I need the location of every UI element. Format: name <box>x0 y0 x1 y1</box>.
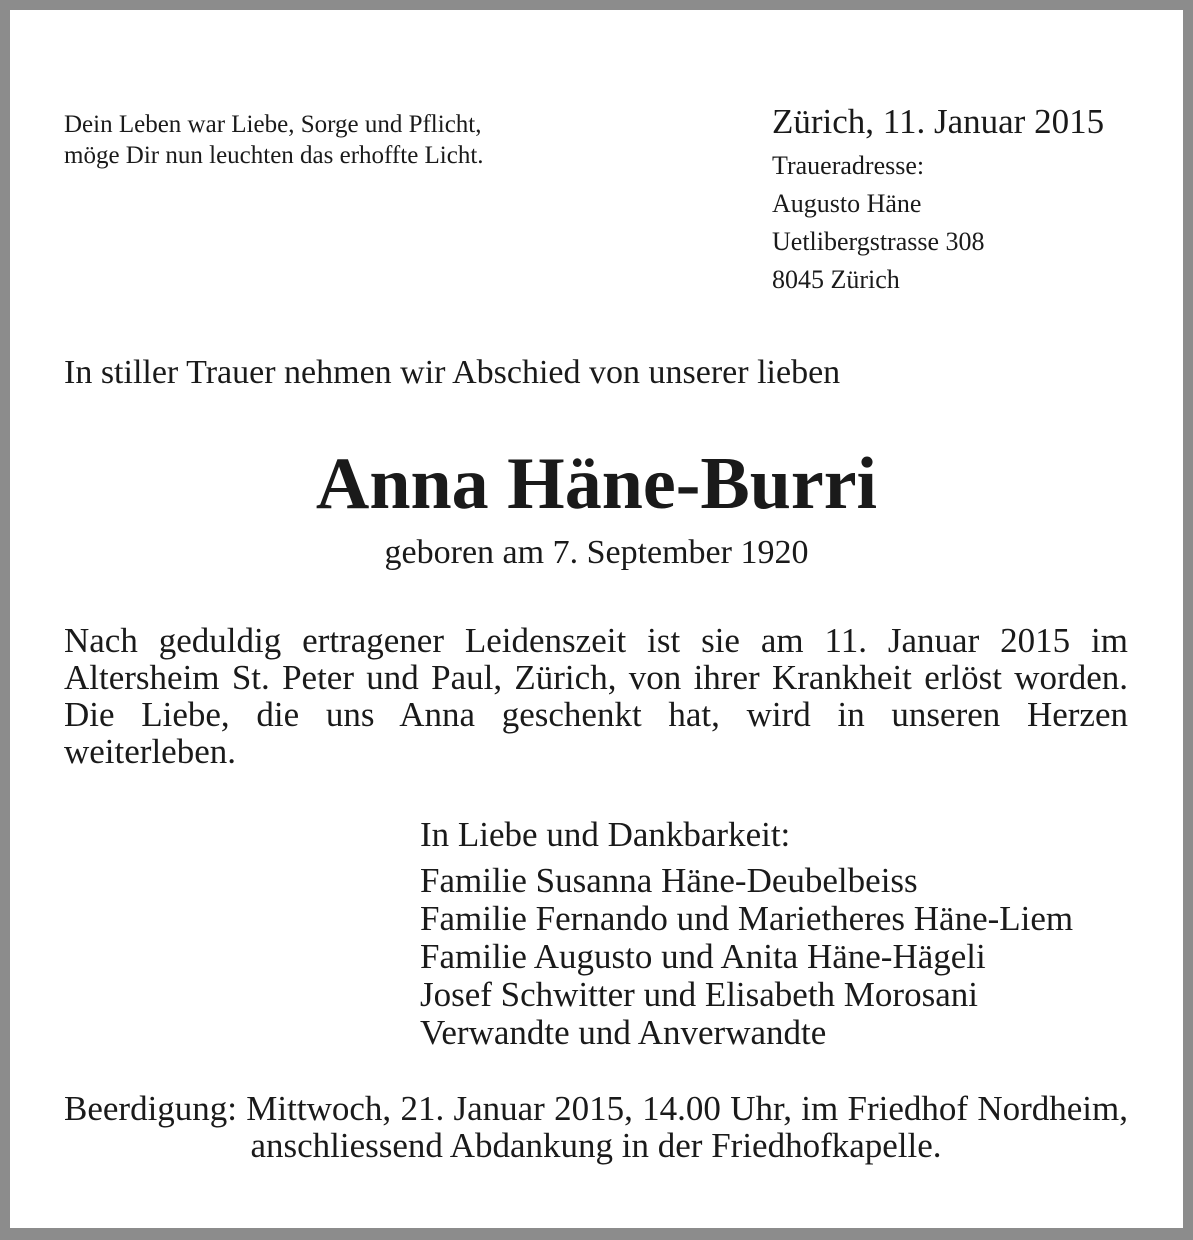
place-date: Zürich, 11. Januar 2015 <box>772 102 1105 141</box>
mourning-address <box>772 147 985 299</box>
family-member: Verwandte und Anverwandte <box>420 1013 827 1052</box>
deceased-name: Anna Häne-Burri <box>315 443 878 525</box>
motto-line-1: Dein Leben war Liebe, Sorge und Pflicht, <box>64 111 482 138</box>
funeral-notice: Beerdigung: Mittwoch, 21. Januar 2015, 14.00 Uhr, im Friedhof Nordheim, anschliessend Abdankung in der Friedhofkapelle. <box>64 1089 1128 1165</box>
address-label: Traueradresse: <box>772 151 925 180</box>
address-name: Augusto Häne <box>772 189 922 218</box>
intro-text: In stiller Trauer nehmen wir Abschied von unserer lieben <box>64 354 841 391</box>
address-street: Uetlibergstrasse 308 <box>772 227 985 256</box>
family-member: Josef Schwitter und Elisabeth Morosani <box>420 975 978 1014</box>
motto-line-2: möge Dir nun leuchten das erhoffte Licht. <box>64 142 484 169</box>
family-member: Familie Augusto und Anita Häne-Hägeli <box>420 937 986 976</box>
address-city: 8045 Zürich <box>772 265 900 294</box>
motto <box>64 109 484 171</box>
family-member: Familie Fernando und Marietheres Häne-Liem <box>420 899 1074 938</box>
obituary-card <box>10 10 1183 1228</box>
obituary-text: Nach geduldig ertragener Leidenszeit ist sie am 11. Januar 2015 im Altersheim St. Peter und Paul, Zürich, von ihrer Krankheit erlöst worden. Die Liebe, die uns Anna geschenkt hat, wird in unseren Herzen weiterleben. <box>64 621 1128 771</box>
family-list <box>420 862 1073 1052</box>
birth-date: geboren am 7. September 1920 <box>384 534 809 571</box>
family-member: Familie Susanna Häne-Deubelbeiss <box>420 861 918 900</box>
thanks-heading: In Liebe und Dankbarkeit: <box>420 815 791 854</box>
